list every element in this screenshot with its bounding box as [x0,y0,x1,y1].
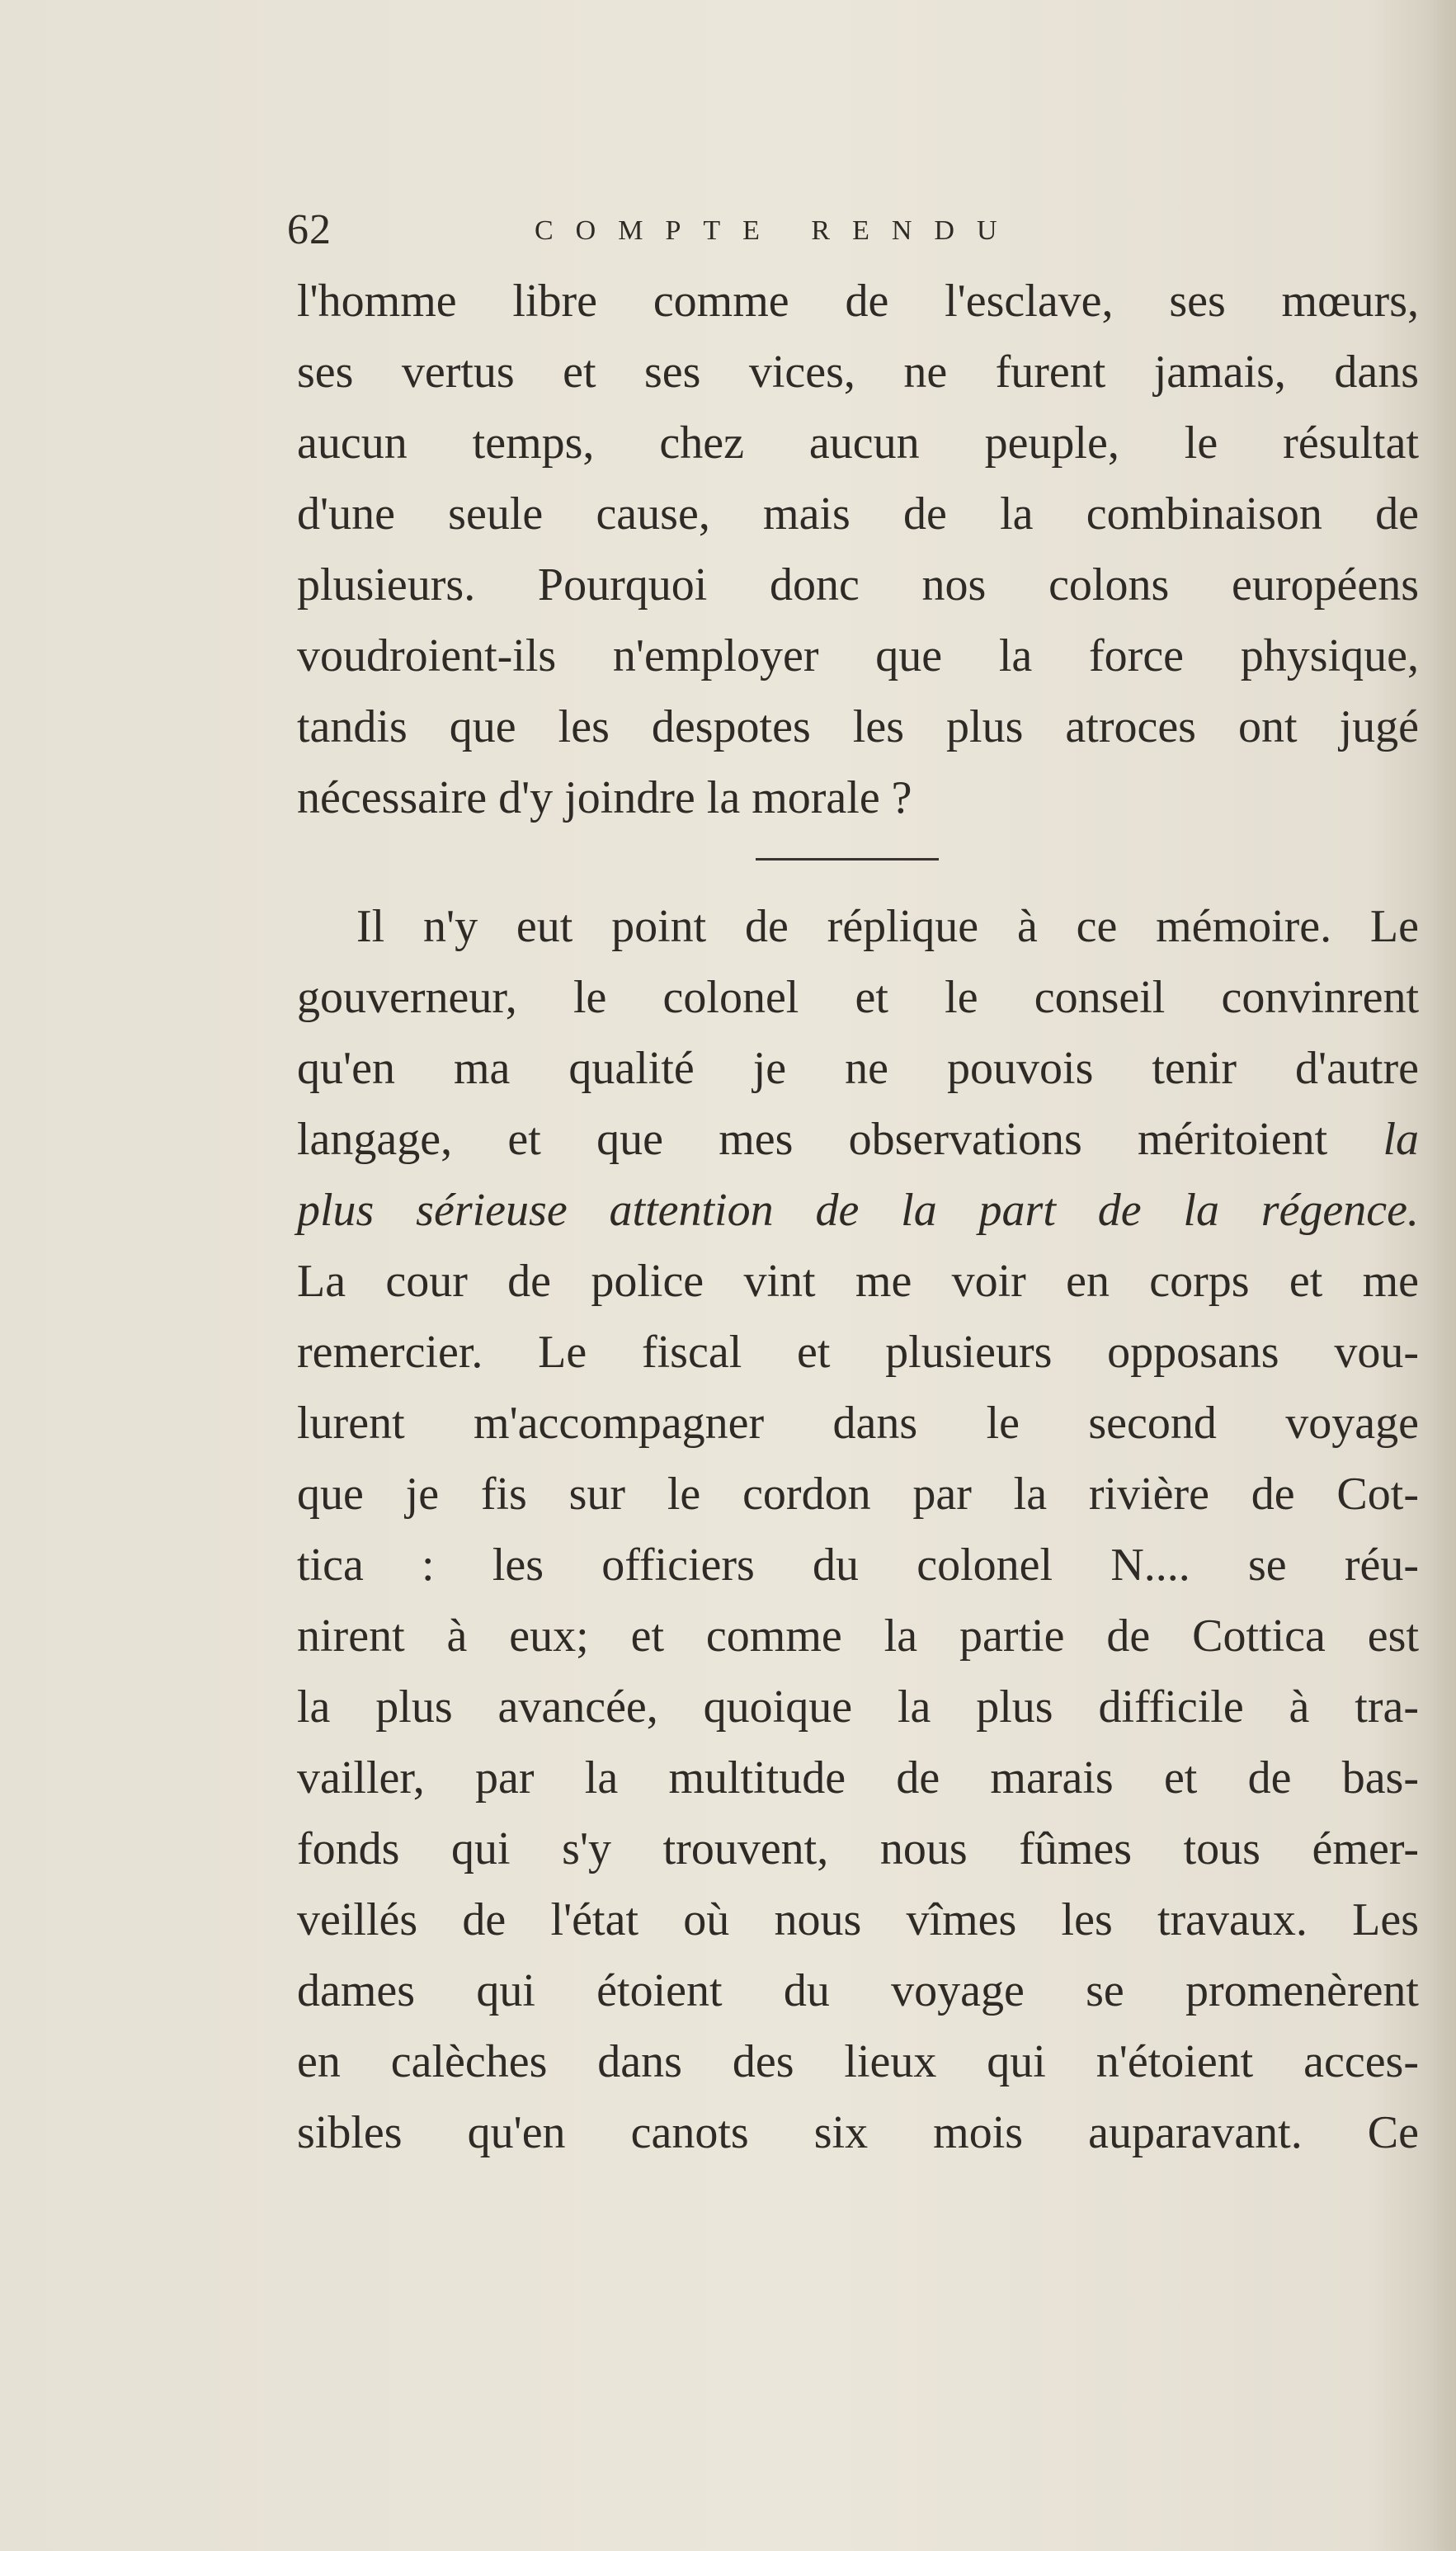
text-line [297,1104,1419,1175]
text-line: voudroient-ils n'employer que la force physique, [297,630,1419,681]
text-line: dames qui étoient du voyage se promenèrent [297,1965,1419,2016]
section-separator-rule [756,858,939,861]
page-number: 62 [287,206,332,253]
text-line: tica : les officiers du colonel N.... se réu- [297,1540,1419,1591]
text-line: nécessaire d'y joindre la morale ? [297,772,912,823]
text-line: veillés de l'état où nous vîmes les travaux. Les [297,1894,1419,1945]
text-line: d'une seule cause, mais de la combinaison de [297,488,1419,540]
text-line: plusieurs. Pourquoi donc nos colons européens [297,559,1419,611]
text-line: Il n'y eut point de réplique à ce mémoire. Le [356,901,1419,952]
paragraph [297,891,1419,2168]
page-header [287,201,1425,259]
text-segment: langage, et que mes observations méritoient [297,1114,1328,1165]
text-line: vailler, par la multitude de marais et de bas- [297,1752,1419,1804]
text-line: l'homme libre comme de l'esclave, ses mœurs, [297,276,1419,327]
text-line: sibles qu'en canots six mois auparavant. Ce [297,2107,1419,2158]
text-line: fonds qui s'y trouvent, nous fûmes tous émer- [297,1823,1419,1874]
text-line: que je fis sur le cordon par la rivière de Cot- [297,1469,1419,1520]
text-line: lurent m'accompagner dans le second voyage [297,1398,1419,1449]
text-line: gouverneur, le colonel et le conseil convinrent [297,972,1419,1023]
text-line: remercier. Le fiscal et plusieurs opposans vou- [297,1327,1419,1378]
text-line: ses vertus et ses vices, ne furent jamais, dans [297,347,1419,398]
running-head: COMPTE RENDU [535,215,1020,246]
text-line: en calèches dans des lieux qui n'étoient acces- [297,2036,1419,2087]
text-line: tandis que les despotes les plus atroces ont jugé [297,701,1419,752]
italic-text: plus sérieuse attention de la part de la régence. [297,1185,1419,1236]
text-line [297,1175,1419,1246]
text-line: qu'en ma qualité je ne pouvois tenir d'autre [297,1043,1419,1094]
text-line: aucun temps, chez aucun peuple, le résultat [297,417,1419,469]
text-line: La cour de police vint me voir en corps et me [297,1256,1419,1307]
italic-text: la [1383,1114,1420,1165]
text-line: la plus avancée, quoique la plus difficile à tra- [297,1681,1419,1733]
paragraph-continued [297,266,1419,833]
text-line: nirent à eux; et comme la partie de Cottica est [297,1610,1419,1662]
